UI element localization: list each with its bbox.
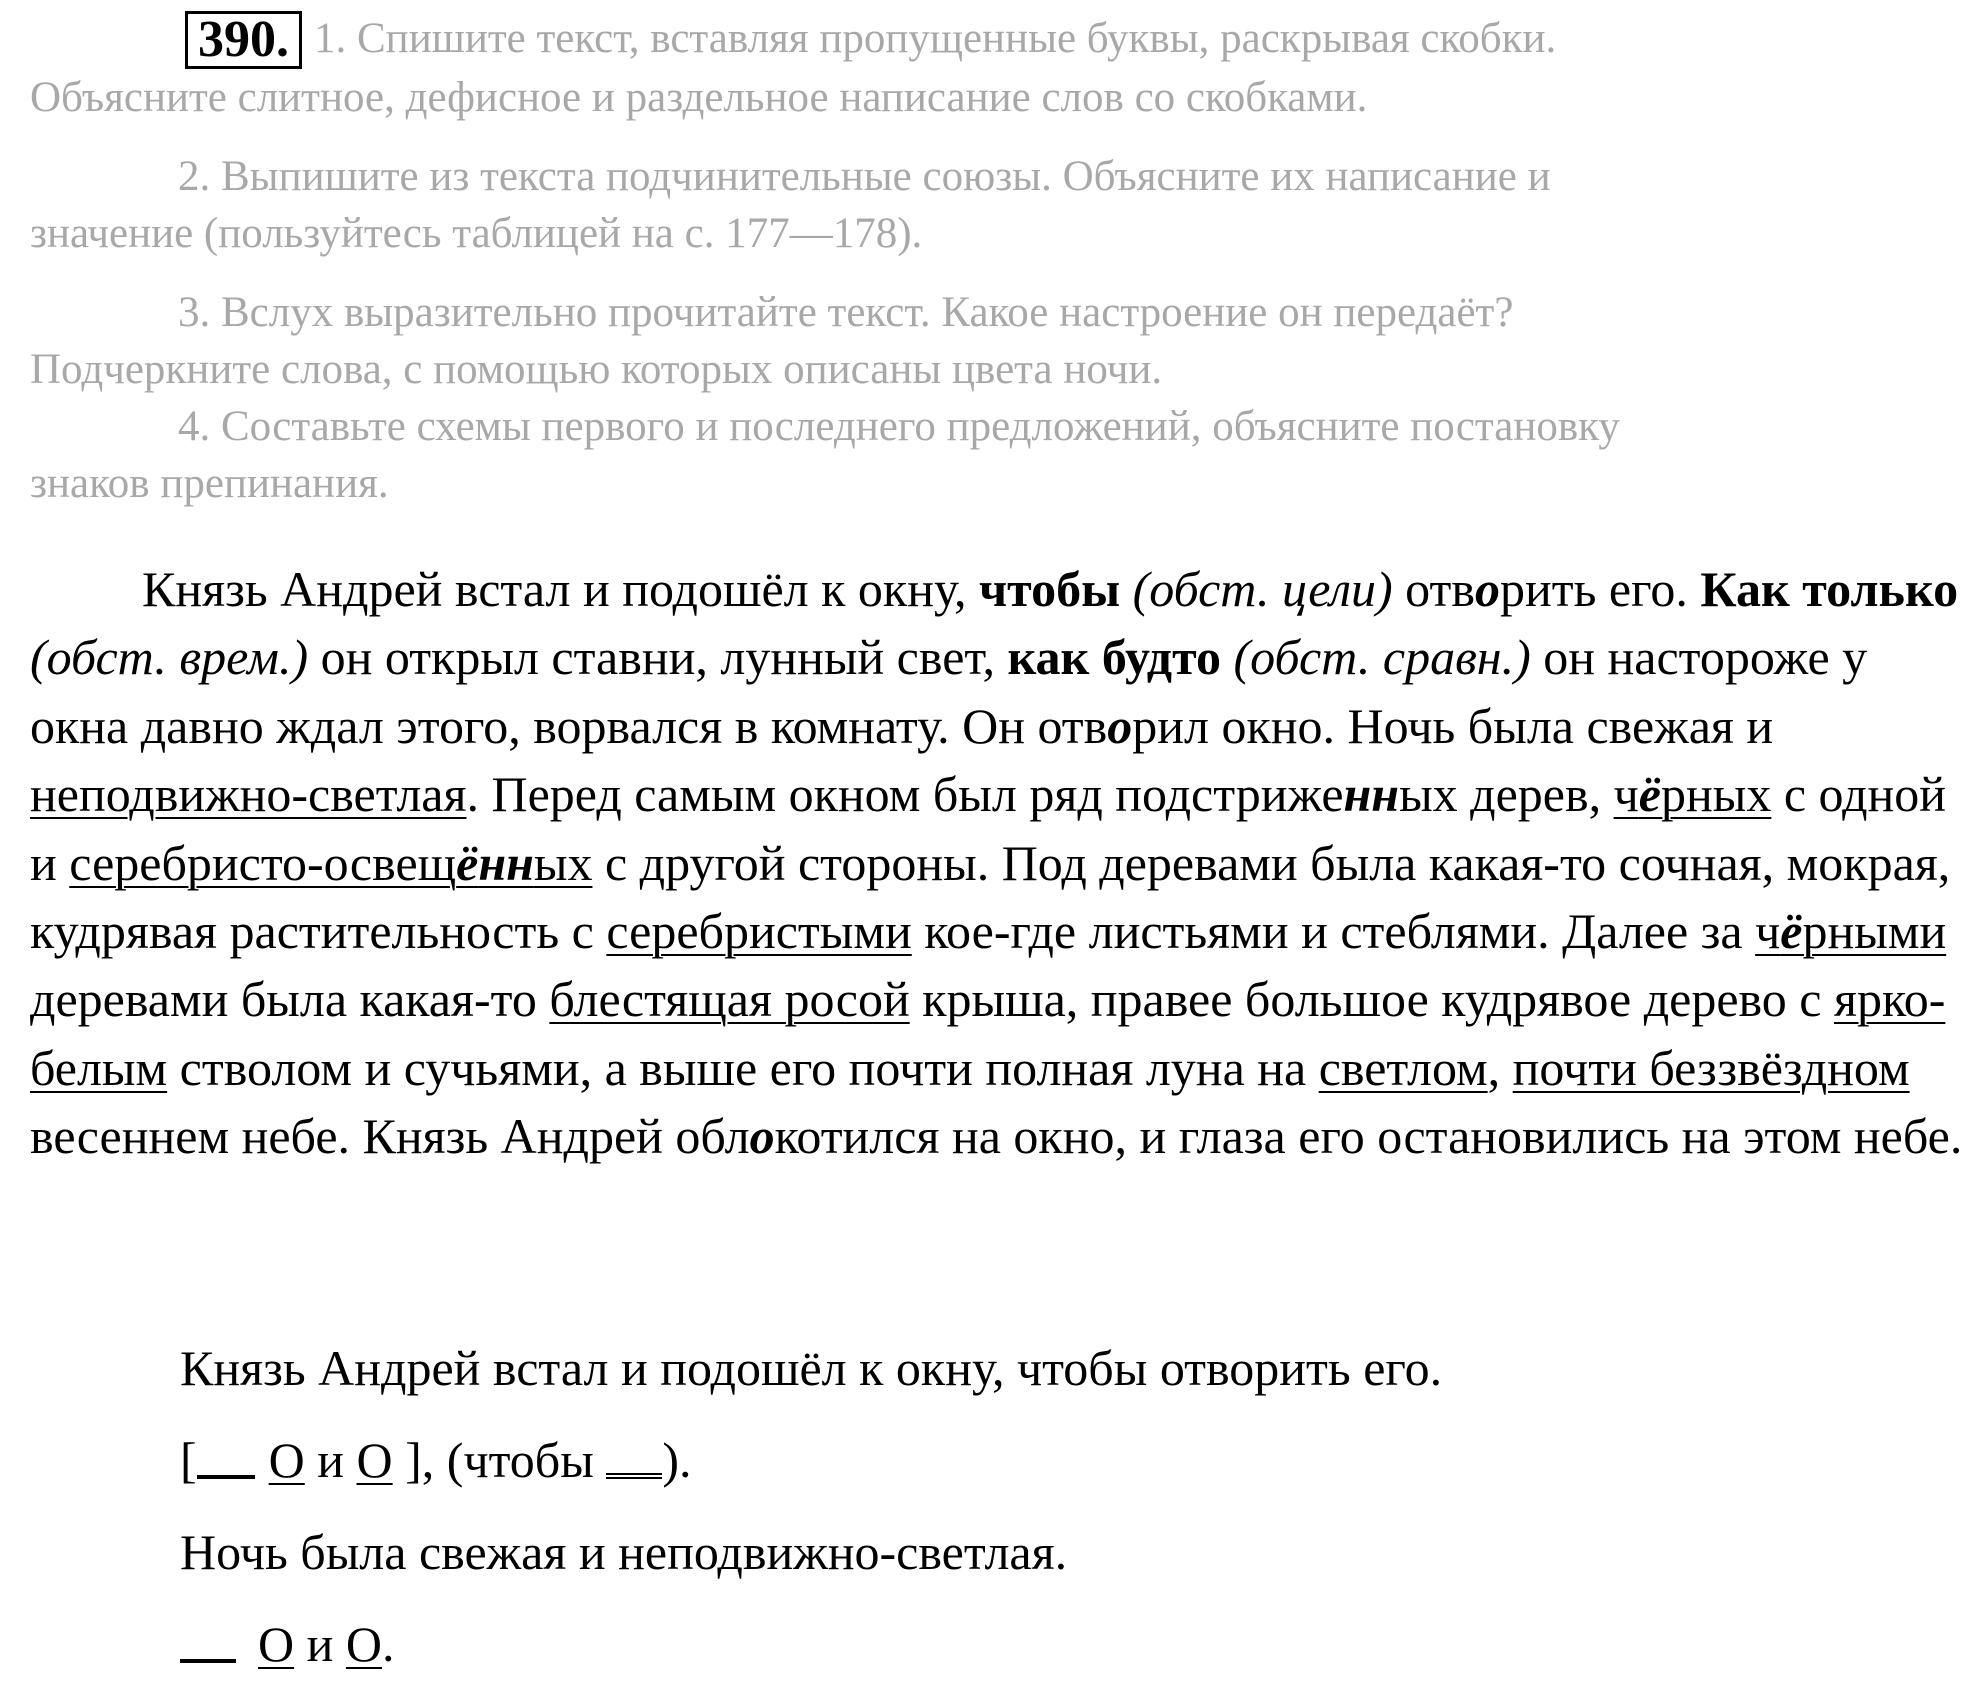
sentence-schemes [180, 1322, 1970, 1690]
underline-word: серебристо-освещённых [69, 834, 593, 891]
underline-word: чёрными [1755, 903, 1947, 960]
main-paragraph: Князь Андрей встал и подошёл к окну, чтобы (обст. цели) отворить его. Как только (обст. врем.) он открыл ставни, лунный свет, как будто (обст. сравн.) он настороже у окна давно ждал этого, ворвался в комнату. Он отворил окно. Ночь была свежая и неподвижно-светлая. Перед самым окном был ряд подстриженных дерев, чёрных с одной и серебристо-освещённых с другой стороны. Под деревами была какая-то сочная, мокрая, кудрявая растительность с серебристыми кое-где листьями и стеблями. Далее за чёрными деревами была какая-то блестящая росой крыша, правее большое кудрявое дерево с ярко-белым стволом и сучьями, а выше его почти полная луна на светлом, почти беззвёздном весеннем небе. Князь Андрей облокотился на окно, и глаза его остановились на этом небе. [30, 561, 1963, 1165]
task-4: 4. Составьте схемы первого и последнего предложений, объясните постановку знаков препинания. [30, 403, 1620, 507]
exercise-number: 390. [185, 11, 302, 69]
underline-word: серебристыми [606, 903, 912, 960]
scheme-1: [ О и О ], (чтобы ). [180, 1432, 692, 1488]
underline-word: ярко-белым [30, 971, 1946, 1096]
sentence-2: Ночь была свежая и неподвижно-светлая. [180, 1524, 1068, 1580]
underline-word: блестящая росой [549, 971, 910, 1028]
task-2: 2. Выпишите из текста подчинительные союзы. Объясните их написание и значение (пользуйтесь таблицей на с. 177—178). [30, 153, 1551, 257]
task-1: 390. 1. Спишите текст, вставляя пропущенные буквы, раскрывая скобки. Объясните слитное, дефисное и раздельное написание слов со скобками. [30, 11, 1557, 121]
main-text [30, 555, 1975, 1171]
exercise-tasks [30, 10, 1970, 512]
underline-word: чёрных [1613, 766, 1772, 823]
sentence-1: Князь Андрей встал и подошёл к окну, чтобы отворить его. [180, 1340, 1443, 1396]
task-3: 3. Вслух выразительно прочитайте текст. Какое настроение он передаёт? Подчеркните слова, с помощью которых описаны цвета ночи. [30, 289, 1514, 393]
scheme-2: О и О. [180, 1598, 1970, 1690]
underline-word: светлом [1318, 1039, 1488, 1096]
underline-word: неподвижно-светлая [30, 766, 467, 823]
underline-word: почти беззвёздном [1512, 1039, 1910, 1096]
